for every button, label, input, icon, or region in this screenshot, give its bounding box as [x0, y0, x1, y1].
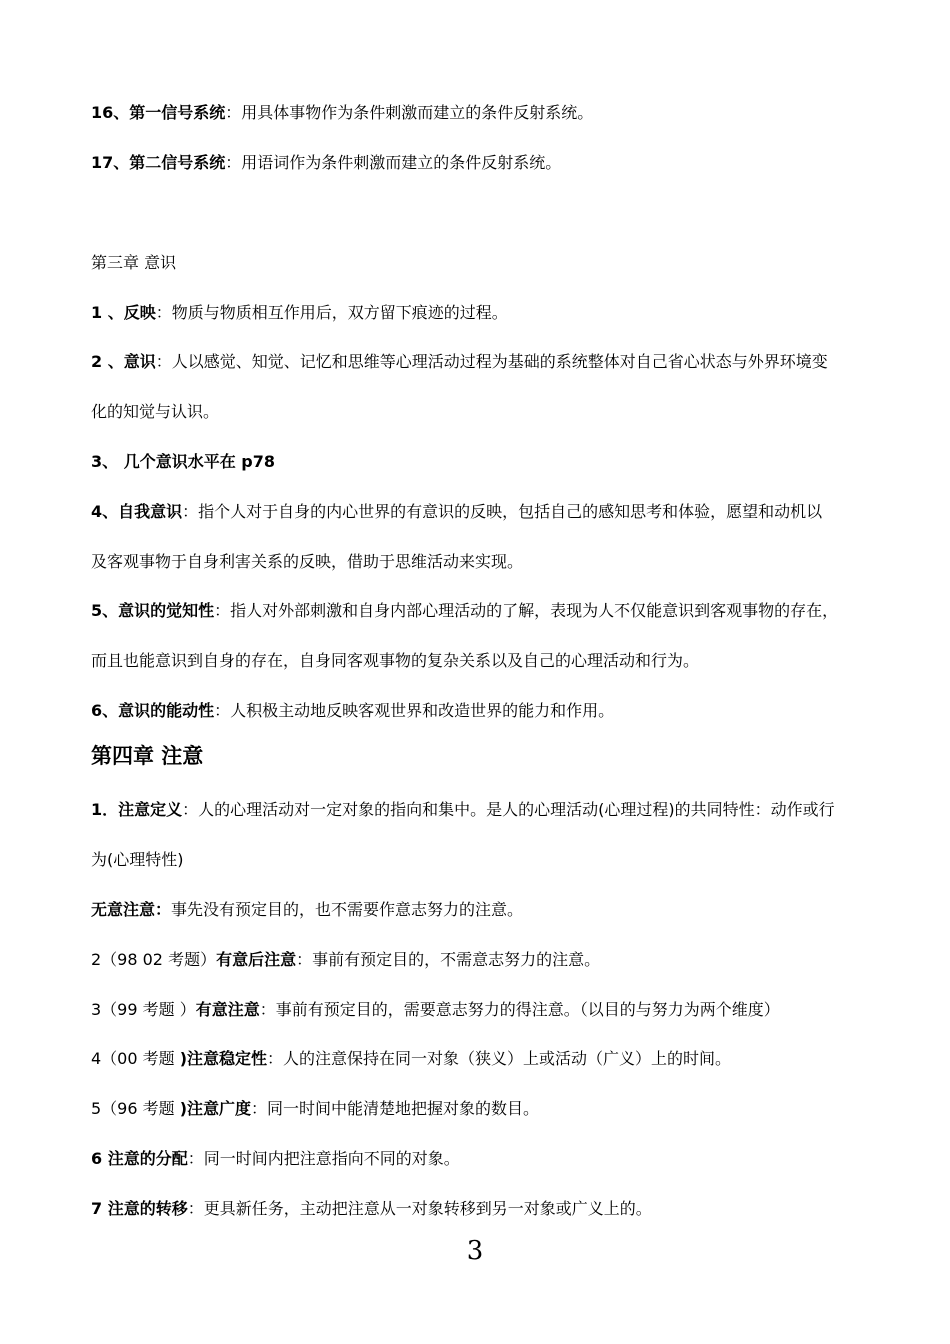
- definition-text: ：人的注意保持在同一对象（狭义）上或活动（广义）上的时间。: [267, 1049, 732, 1068]
- term: )注意广度: [179, 1099, 252, 1118]
- definition-line: [91, 1198, 871, 1220]
- chapter-title-small: [91, 252, 871, 274]
- definition-line: [91, 949, 871, 971]
- definition-text: ：人的心理活动对一定对象的指向和集中。是人的心理活动(心理过程)的共同特性：动作或行: [182, 800, 835, 819]
- page-number: 3: [466, 1236, 484, 1266]
- definition-text: ：物质与物质相互作用后，双方留下痕迹的过程。: [155, 303, 508, 322]
- chapter-heading-text: 第四章 注意: [91, 744, 204, 768]
- definition-line: [91, 999, 871, 1021]
- definition-text: ：事前有预定目的，需要意志努力的得注意。（以目的与努力为两个维度）: [259, 1000, 780, 1019]
- term: 1 、反映: [91, 303, 156, 322]
- term: 无意注意：: [91, 900, 172, 919]
- definition-text: ：人以感觉、知觉、记忆和思维等心理活动过程为基础的系统整体对自己省心状态与外界环境变: [155, 352, 828, 371]
- definition-text: ：同一时间中能清楚地把握对象的数目。: [251, 1099, 540, 1118]
- definition-line: [91, 351, 871, 373]
- definition-text: ：用具体事物作为条件刺激而建立的条件反射系统。: [225, 103, 594, 122]
- definition-text: 事先没有预定目的，也不需要作意志努力的注意。: [171, 900, 524, 919]
- term: 17、第二信号系统: [91, 153, 226, 172]
- definition-line: [91, 501, 871, 523]
- term: 6 注意的分配: [91, 1149, 188, 1168]
- continuation-text: 化的知觉与认识。: [91, 402, 220, 421]
- continuation-text: 及客观事物于自身利害关系的反映，借助于思维活动来实现。: [91, 552, 524, 571]
- definition-line: [91, 799, 871, 821]
- term: 16、第一信号系统: [91, 103, 226, 122]
- term: 4、自我意识: [91, 502, 183, 521]
- term: 1．注意定义: [91, 800, 183, 819]
- definition-line: [91, 1148, 871, 1170]
- exam-note: 4（00 考题: [91, 1049, 180, 1068]
- definition-line: [91, 1098, 871, 1120]
- definition-line: [91, 1048, 871, 1070]
- definition-text: ：人积极主动地反映客观世界和改造世界的能力和作用。: [214, 701, 615, 720]
- exam-note: 2（98 02 考题）: [91, 950, 217, 969]
- term: 2 、意识: [91, 352, 156, 371]
- definition-line: [91, 600, 871, 622]
- continuation-line: [91, 401, 871, 423]
- continuation-line: [91, 849, 871, 871]
- term: 有意注意: [195, 1000, 260, 1019]
- exam-note: 5（96 考题: [91, 1099, 180, 1118]
- definition-line: [91, 152, 871, 174]
- definition-text: ：用语词作为条件刺激而建立的条件反射系统。: [225, 153, 562, 172]
- term: 有意后注意: [216, 950, 297, 969]
- term: 6、意识的能动性: [91, 701, 215, 720]
- definition-line: [91, 899, 871, 921]
- continuation-line: [91, 551, 871, 573]
- definition-line: [91, 302, 871, 324]
- definition-line: [91, 700, 871, 722]
- continuation-line: [91, 650, 871, 672]
- definition-text: ：更具新任务，主动把注意从一对象转移到另一对象或广义上的。: [187, 1199, 652, 1218]
- definition-text: ：指人对外部刺激和自身内部心理活动的了解，表现为人不仅能意识到客观事物的存在，: [214, 601, 839, 620]
- term: 3、 几个意识水平在 p78: [91, 452, 275, 471]
- term: 5、意识的觉知性: [91, 601, 215, 620]
- definition-line: [91, 102, 871, 124]
- term: 7 注意的转移: [91, 1199, 188, 1218]
- definition-text: ：同一时间内把注意指向不同的对象。: [187, 1149, 460, 1168]
- exam-note: 3（99 考题 ）: [91, 1000, 196, 1019]
- continuation-text: 为(心理特性): [91, 850, 184, 869]
- definition-line: [91, 451, 871, 473]
- continuation-text: 而且也能意识到自身的存在，自身同客观事物的复杂关系以及自己的心理活动和行为。: [91, 651, 700, 670]
- term: )注意稳定性: [179, 1049, 268, 1068]
- chapter-label: 第三章 意识: [91, 253, 177, 272]
- definition-text: ：指个人对于自身的内心世界的有意识的反映，包括自己的感知思考和体验，愿望和动机以: [182, 502, 823, 521]
- definition-text: ：事前有预定目的，不需意志努力的注意。: [296, 950, 601, 969]
- chapter-heading: [91, 742, 871, 770]
